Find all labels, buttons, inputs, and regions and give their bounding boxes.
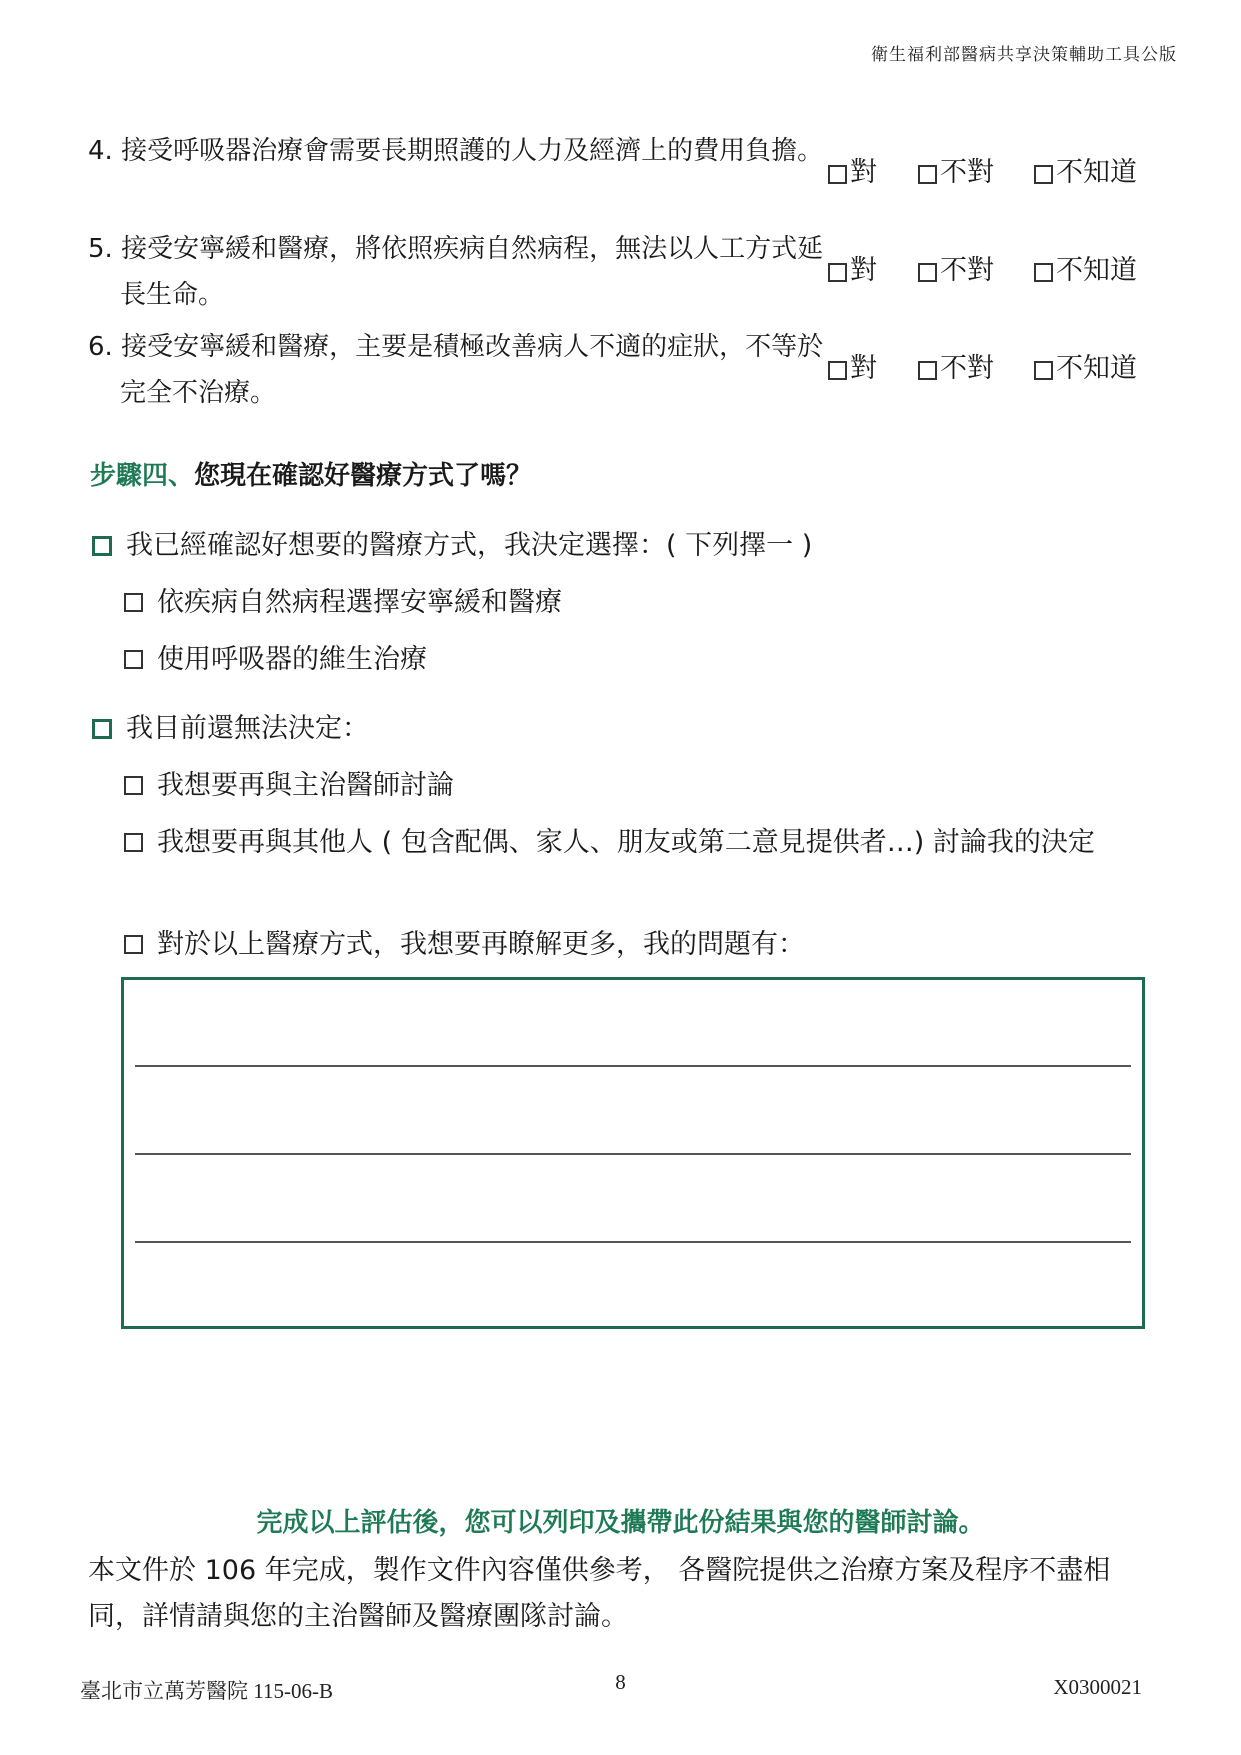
decided-option[interactable]: 我已經確認好想要的醫療方式，我決定選擇：( 下列擇一 ) [92,523,812,569]
checkbox[interactable] [918,165,937,184]
disclaimer-text: 本文件於 106 年完成，製作文件內容僅供參考， 各醫院提供之治療方案及程序不盡相同，詳情請與您的主治醫師及醫療團隊討論。 [88,1555,1111,1632]
quiz-question: 6. 接受安寧緩和醫療，主要是積極改善病人不適的症狀，不等於完全不治療。 [88,332,824,408]
option-unknown[interactable]: 不知道 [1034,150,1164,196]
option-true[interactable]: 對 [828,248,918,294]
completion-note: 完成以上評估後，您可以列印及攜帶此份結果與您的醫師討論。 [256,1508,985,1538]
checkbox[interactable] [124,935,143,954]
checkbox[interactable] [124,593,143,612]
checkbox[interactable] [1034,165,1053,184]
checkbox[interactable] [1034,263,1053,282]
quiz-question: 5. 接受安寧緩和醫療，將依照疾病自然病程，無法以人工方式延長生命。 [88,234,824,310]
checkbox[interactable] [1034,361,1053,380]
checkbox[interactable] [124,650,143,669]
checkbox[interactable] [918,263,937,282]
step4-title: 步驟四、您現在確認好醫療方式了嗎？ [90,461,533,491]
undecided-suboption-questions[interactable]: 對於以上醫療方式，我想要再瞭解更多，我的問題有： [124,922,1164,968]
quiz-item [88,324,1158,422]
checkbox[interactable] [124,833,143,852]
undecided-option[interactable]: 我目前還無法決定： [92,706,369,752]
undecided-suboption-physician[interactable]: 我想要再與主治醫師討論 [124,763,1164,809]
checkbox[interactable] [92,719,112,739]
option-false[interactable]: 不對 [918,346,1034,392]
quiz-item [88,226,1158,324]
writing-line [135,1241,1131,1243]
decided-suboption-ventilator[interactable]: 使用呼吸器的維生治療 [124,637,1164,683]
undecided-suboption-others[interactable]: 我想要再與其他人 ( 包含配偶、家人、朋友或第二意見提供者…) 討論我的決定 [124,820,1164,866]
checkbox[interactable] [828,263,847,282]
writing-line [135,1153,1131,1155]
decided-suboption-palliative[interactable]: 依疾病自然病程選擇安寧緩和醫療 [124,580,1164,626]
footer-hospital: 臺北市立萬芳醫院 115-06-B [80,1679,333,1703]
option-true[interactable]: 對 [828,150,918,196]
quiz-options [828,150,1164,196]
quiz-question: 4. 接受呼吸器治療會需要長期照護的人力及經濟上的費用負擔。 [88,136,824,166]
quiz-options [828,248,1164,294]
checkbox[interactable] [92,536,112,556]
checkbox[interactable] [918,361,937,380]
checkbox[interactable] [124,776,143,795]
page-number: 8 [615,1670,626,1694]
quiz-options [828,346,1164,392]
document-header: 衛生福利部醫病共享決策輔助工具公版 [871,45,1177,65]
option-unknown[interactable]: 不知道 [1034,248,1164,294]
quiz-item [88,128,1158,226]
questions-notes-box[interactable] [121,977,1145,1329]
option-unknown[interactable]: 不知道 [1034,346,1164,392]
option-false[interactable]: 不對 [918,150,1034,196]
option-true[interactable]: 對 [828,346,918,392]
checkbox[interactable] [828,165,847,184]
footer-code: X0300021 [1053,1675,1142,1699]
option-false[interactable]: 不對 [918,248,1034,294]
quiz-section [88,128,1158,422]
writing-line [135,1065,1131,1067]
checkbox[interactable] [828,361,847,380]
